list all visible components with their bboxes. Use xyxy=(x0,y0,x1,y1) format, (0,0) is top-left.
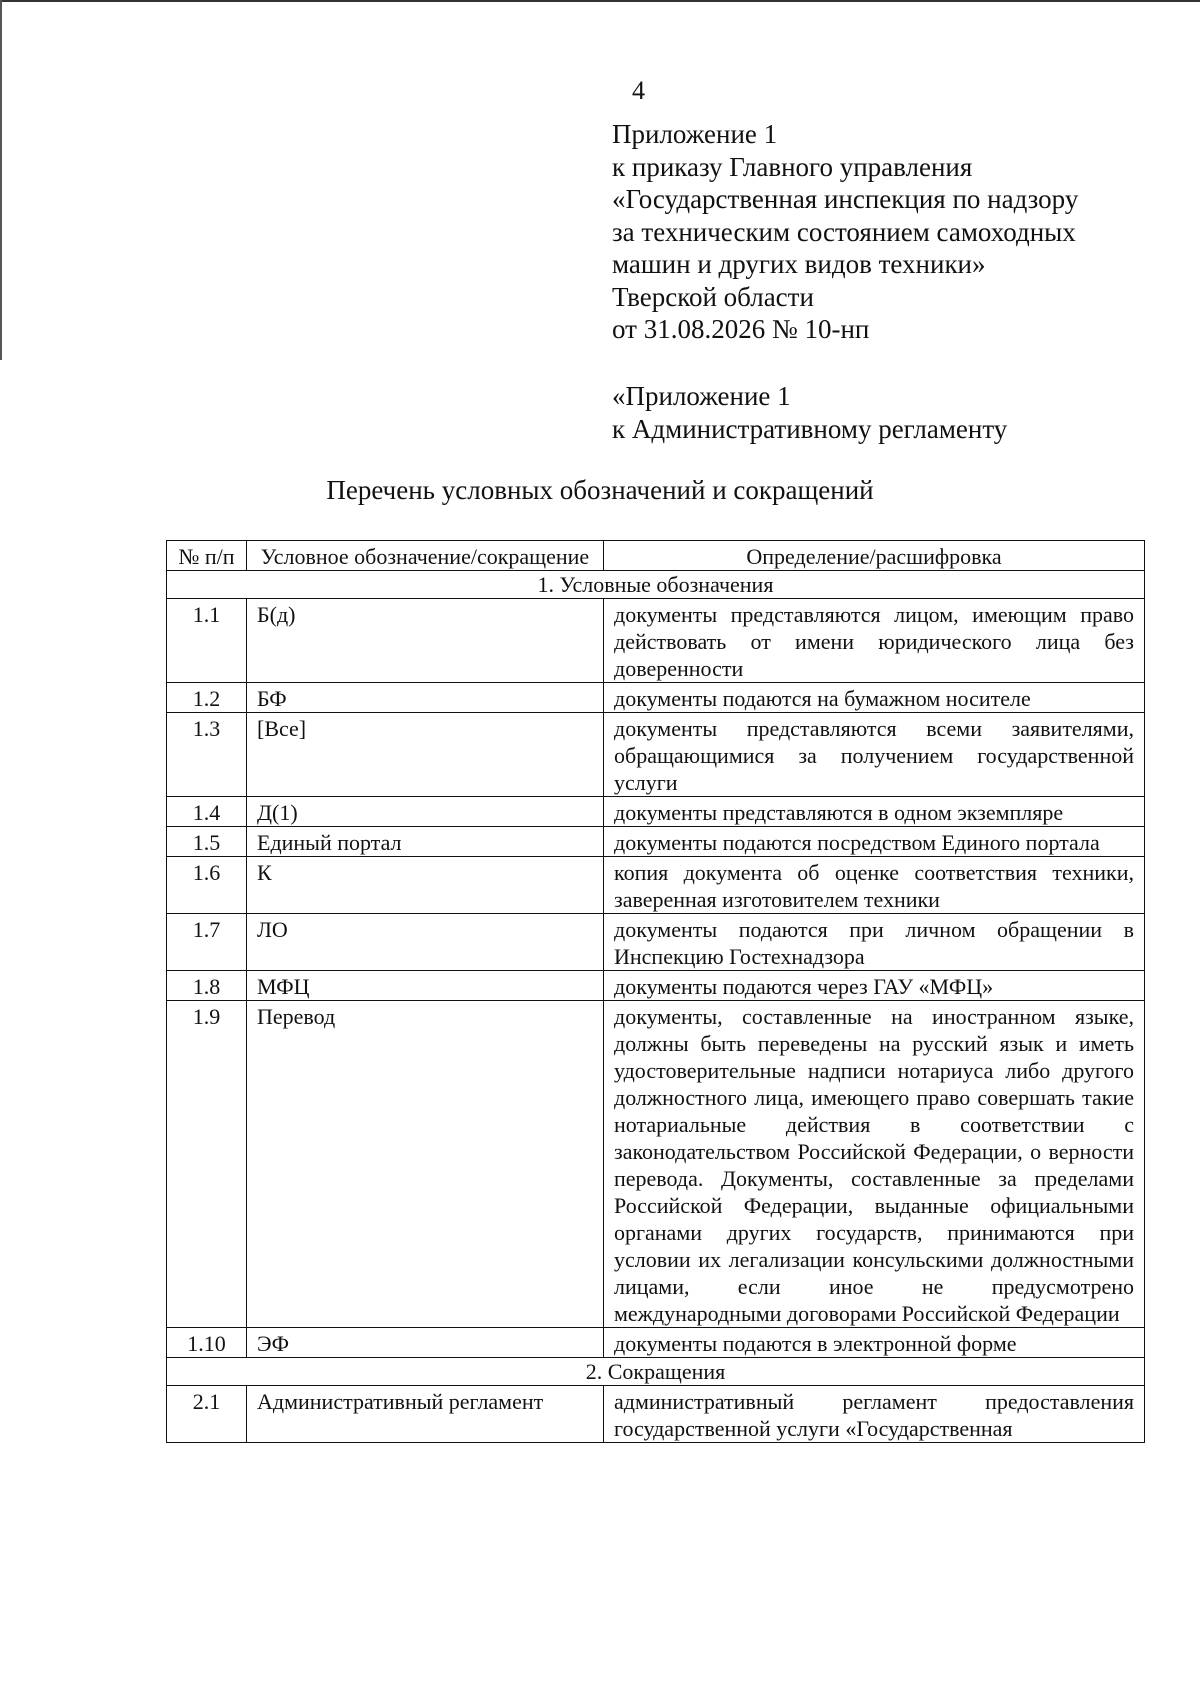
row-number: 1.6 xyxy=(167,857,247,914)
abbreviations-table xyxy=(166,540,1145,1443)
scan-border-top xyxy=(0,0,1200,2)
row-definition: документы подаются в электронной форме xyxy=(604,1328,1145,1358)
section-title: 2. Сокращения xyxy=(167,1358,1145,1386)
table-row xyxy=(167,827,1145,857)
annex-line: «Приложение 1 xyxy=(612,381,791,411)
section-row xyxy=(167,1358,1145,1386)
section-title: 1. Условные обозначения xyxy=(167,571,1145,599)
row-number: 1.8 xyxy=(167,971,247,1001)
row-definition: документы подаются через ГАУ «МФЦ» xyxy=(604,971,1145,1001)
annex-line: к Административному регламенту xyxy=(612,414,1008,444)
header-abbr: Условное обозначение/сокращение xyxy=(247,541,604,571)
table-row xyxy=(167,857,1145,914)
row-definition: административный регламент предоставления государственной услуги «Государственная xyxy=(604,1386,1145,1443)
header-num: № п/п xyxy=(167,541,247,571)
order-header xyxy=(612,118,1078,346)
row-number: 1.1 xyxy=(167,599,247,683)
row-abbreviation: Единый портал xyxy=(247,827,604,857)
row-number: 1.3 xyxy=(167,713,247,797)
row-definition: документы представляются лицом, имеющим право действовать от имени юридического лица без доверенности xyxy=(604,599,1145,683)
row-number: 1.7 xyxy=(167,914,247,971)
row-abbreviation: К xyxy=(247,857,604,914)
header-line: «Государственная инспекция по надзору xyxy=(612,184,1079,214)
row-definition: документы подаются на бумажном носителе xyxy=(604,683,1145,713)
row-number: 1.9 xyxy=(167,1001,247,1328)
table-row xyxy=(167,797,1145,827)
row-abbreviation: БФ xyxy=(247,683,604,713)
table-row xyxy=(167,683,1145,713)
row-definition: документы представляются в одном экземпляре xyxy=(604,797,1145,827)
row-abbreviation: Д(1) xyxy=(247,797,604,827)
row-abbreviation: Административный регламент xyxy=(247,1386,604,1443)
document-title: Перечень условных обозначений и сокращений xyxy=(326,475,874,505)
row-abbreviation: МФЦ xyxy=(247,971,604,1001)
annex-header xyxy=(612,380,1007,446)
section-row xyxy=(167,571,1145,599)
header-line: Тверской области xyxy=(612,281,814,312)
row-definition: документы подаются при личном обращении в Инспекцию Гостехнадзора xyxy=(604,914,1145,971)
table-row xyxy=(167,1328,1145,1358)
header-line: к приказу Главного управления xyxy=(612,151,973,182)
row-number: 1.10 xyxy=(167,1328,247,1358)
header-line: за техническим состоянием самоходных xyxy=(612,216,1076,247)
row-number: 1.5 xyxy=(167,827,247,857)
table-row xyxy=(167,599,1145,683)
abbreviations-table-wrapper xyxy=(166,540,1144,1443)
row-definition: документы подаются посредством Единого портала xyxy=(604,827,1145,857)
table-header-row xyxy=(167,541,1145,571)
table-body xyxy=(167,571,1145,1443)
scan-border-left xyxy=(0,0,2,360)
page-number: 4 xyxy=(632,76,645,105)
table-row xyxy=(167,713,1145,797)
row-abbreviation: ЛО xyxy=(247,914,604,971)
row-definition: документы представляются всеми заявителями, обращающимися за получением государственной услуги xyxy=(604,713,1145,797)
row-number: 1.2 xyxy=(167,683,247,713)
table-row xyxy=(167,914,1145,971)
table-row xyxy=(167,971,1145,1001)
header-def: Определение/расшифровка xyxy=(604,541,1145,571)
row-definition: документы, составленные на иностранном языке, должны быть переведены на русский язык и иметь удостоверительные надписи нотариуса либо другого должностного лица, имеющего право совершать такие нотариальные действия в соответствии с законодательством Российской Федерации, о верности перевода. Документы, составленные за пределами Российской Федерации, выданные официальными органами других государств, принимаются при условии их легализации консульскими должностными лицами, если иное не предусмотрено международными договорами Российской Федерации xyxy=(604,1001,1145,1328)
table-row xyxy=(167,1386,1145,1443)
header-line: от 31.08.2026 № 10-нп xyxy=(612,314,870,344)
row-abbreviation: [Все] xyxy=(247,713,604,797)
row-definition: копия документа об оценке соответствия техники, заверенная изготовителем техники xyxy=(604,857,1145,914)
row-number: 2.1 xyxy=(167,1386,247,1443)
row-abbreviation: ЭФ xyxy=(247,1328,604,1358)
header-line: машин и других видов техники» xyxy=(612,249,986,279)
row-number: 1.4 xyxy=(167,797,247,827)
row-abbreviation: Б(д) xyxy=(247,599,604,683)
table-row xyxy=(167,1001,1145,1328)
header-line: Приложение 1 xyxy=(612,119,778,149)
row-abbreviation: Перевод xyxy=(247,1001,604,1328)
